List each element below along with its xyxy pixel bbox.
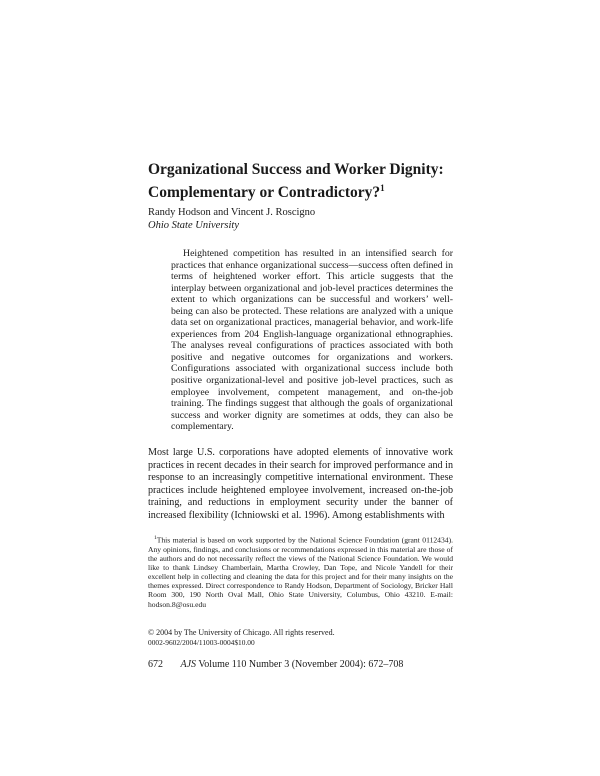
author-affiliation: Ohio State University <box>148 220 239 231</box>
footnote <box>148 534 453 609</box>
abstract <box>171 248 453 433</box>
footnote-marker: 1 <box>154 535 157 541</box>
copyright-notice: © 2004 by The University of Chicago. All rights reserved. <box>148 628 335 637</box>
page-footer <box>148 658 453 671</box>
title-line-2: Complementary or Contradictory? <box>148 184 381 202</box>
page-number: 672 <box>148 659 163 670</box>
journal-name: AJS <box>180 659 197 670</box>
author-names: Randy Hodson and Vincent J. Roscigno <box>148 207 316 218</box>
abstract-text: Heightened competition has resulted in an intensified search for practices that enhance organizational success—success often defined in terms of heightened worker effort. This article suggests that the interplay between organizational and job-level practices determines the extent to which organizations can be successful and workers’ well-being can also be protected. These relations are analyzed with a unique data set on organizational practices, managerial behavior, and work-life experiences from 204 English-language organizational ethnographies. The analyses reveal configurations of practices associated with both positive and negative outcomes for organizations and workers. Configurations associated with organizational success include both positive organizational-level and positive job-level practices, such as employee involvement, competent management, and on-the-job training. The findings suggest that although the goals of organizational success and worker dignity are sometimes at odds, they can also be complementary. <box>171 248 453 433</box>
body-text <box>148 447 453 522</box>
body-paragraph: Most large U.S. corporations have adopted elements of innovative work practices in recent decades in their search for improved performance and in response to an increasingly competitive international environment. These practices include heightened employee involvement, increased on-the-job training, and reductions in employment security under the banner of increased flexibility (Ichniowski et al. 1996). Among establishments with <box>148 447 453 521</box>
publication-code: 0002-9602/2004/11003-0004$10.00 <box>148 638 255 647</box>
title-line-1: Organizational Success and Worker Dignity: <box>148 161 444 178</box>
footnote-text: This material is based on work supported by the National Science Foundation (grant 0112434). Any opinions, findings, and conclusions or recommendations expressed in this material are those of the authors and do not necessarily reflect the views of the National Science Foundation. We would like to thank Lindsey Chamberlain, Martha Crowley, Dan Tope, and Nicole Yandell for their excellent help in collecting and cleaning the data for this project and for their many insights on the themes expressed. Direct correspondence to Randy Hodson, Department of Sociology, Bricker Hall Room 300, 190 North Oval Mall, Ohio State University, Columbus, Ohio 43210. E-mail: hodson.8@osu.edu <box>148 535 453 609</box>
title-footnote-marker[interactable]: 1 <box>380 183 385 193</box>
article-title <box>148 160 488 202</box>
journal-citation: Volume 110 Number 3 (November 2004): 672–708 <box>198 659 404 670</box>
